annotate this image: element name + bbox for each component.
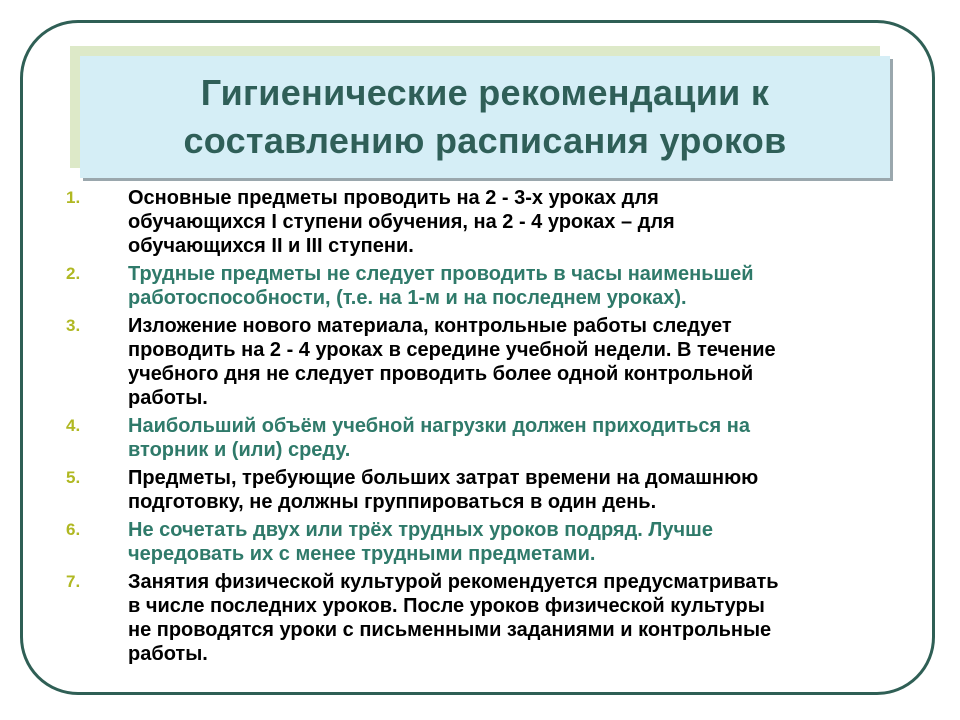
- list-item: [60, 466, 900, 514]
- item-number: 1.: [66, 188, 81, 207]
- item-number: 6.: [66, 520, 81, 539]
- item-number: 5.: [66, 468, 81, 487]
- list-item: [60, 414, 900, 462]
- list-item: [60, 186, 900, 258]
- item-number: 2.: [66, 264, 81, 283]
- item-number: 7.: [66, 572, 81, 591]
- list-item: [60, 262, 900, 310]
- item-number: 3.: [66, 316, 81, 335]
- list-item: [60, 518, 900, 566]
- list-item: [60, 314, 900, 410]
- item-text: Трудные предметы не следует проводить в часы наименьшей работоспособности, (т.е. на 1-м и на последнем уроках).: [128, 263, 754, 309]
- item-text: Основные предметы проводить на 2 - 3-х уроках для обучающихся I ступени обучения, на 2 - 4 уроках – для обучающихся II и III ступени.: [128, 187, 675, 257]
- item-text: Не сочетать двух или трёх трудных уроков подряд. Лучше чередовать их с менее трудными предметами.: [128, 519, 713, 565]
- item-number: 4.: [66, 416, 81, 435]
- item-text: Наибольший объём учебной нагрузки должен приходиться на вторник и (или) среду.: [128, 415, 750, 461]
- title-box: [80, 56, 890, 178]
- item-text: Предметы, требующие больших затрат времени на домашнюю подготовку, не должны группироваться в один день.: [128, 467, 759, 513]
- item-text: Занятия физической культурой рекомендуется предусматривать в числе последних уроков. После уроков физической культуры не проводятся уроки с письменными заданиями и контрольные работы.: [128, 571, 779, 665]
- item-text: Изложение нового материала, контрольные работы следует проводить на 2 - 4 уроках в середине учебной недели. В течение учебного дня не следует проводить более одной контрольной работы.: [128, 315, 776, 409]
- recommendations-list: [60, 186, 900, 670]
- list-item: [60, 570, 900, 666]
- slide-title: Гигиенические рекомендации к составлению расписания уроков: [183, 72, 787, 161]
